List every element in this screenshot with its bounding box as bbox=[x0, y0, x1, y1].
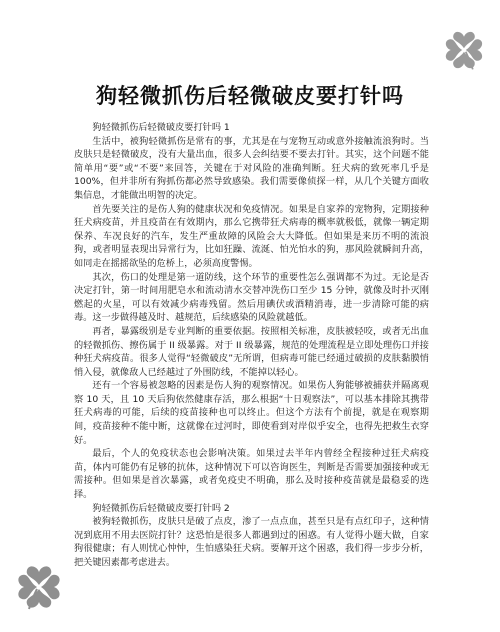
paragraph: 被狗轻微抓伤，皮肤只是破了点皮，渗了一点点血，甚至只是有点红印子，这种情况到底用不用去医院打针？这恐怕是很多人都遇到过的困惑。有人觉得小题大做，自家狗很健康；有人则忧心忡忡，生怕感染狂犬病。要解开这个困惑，我们得一步步分析，把关键因素都考虑进去。 bbox=[74, 516, 429, 568]
section-heading: 狗轻微抓伤后轻微破皮要打针吗 2 bbox=[92, 502, 230, 514]
paragraph: 再者，暴露级别是专业判断的重要依据。按照相关标准，皮肤被轻咬，或者无出血的轻微抓伤、擦伤属于 II 级暴露。对于 II 级暴露，规范的处理流程是立即处理伤口并接种狂犬病疫苗。很多人觉得“轻微破皮”无所谓，但病毒可能已经通过破损的皮肤黏膜悄悄入侵，就像敌人已经越过了外围防线，不能掉以轻心。 bbox=[74, 325, 429, 378]
clover-icon bbox=[14, 562, 64, 612]
paragraph: 生活中，被狗轻微抓伤是常有的事，尤其是在与宠物互动或意外接触流浪狗时。当皮肤只是轻微破皮，没有大量出血，很多人会纠结要不要去打针。其实，这个问题不能简单用“要”或“不要”来回答，关键在于对风险的准确判断。狂犬病的致死率几乎是 100%，但并非所有狗抓伤都必然导致感染。我们需要像侦探一样，从几个关键方面收集信息，才能做出明智的决定。 bbox=[74, 135, 429, 201]
section-heading: 狗轻微抓伤后轻微破皮要打针吗 1 bbox=[92, 122, 230, 133]
paragraph: 首先要关注的是伤人狗的健康状况和免疫情况。如果是自家养的宠物狗，定期接种狂犬病疫苗，并且疫苗在有效期内，那么它携带狂犬病毒的概率就极低，就像一辆定期保养、车况良好的汽车，发生严重故障的风险会大大降低。但如果是来历不明的流浪狗，或者明显表现出异常行为，比如狂躁、流涎、怕光怕水的狗，那风险就瞬间升高，如同走在摇摇欲坠的危桥上，必须高度警惕。 bbox=[74, 203, 429, 269]
paragraph: 其次，伤口的处理是第一道防线，这个环节的重要性怎么强调都不为过。无论是否决定打针，第一时间用肥皂水和流动清水交替冲洗伤口至少 15 分钟，就像及时扑灭刚燃起的火星，可以有效减少病毒残留。然后用碘伏或酒精消毒，进一步清除可能的病毒。这一步做得越及时、越规范，后续感染的风险就越低。 bbox=[74, 271, 429, 324]
article-body bbox=[74, 121, 429, 570]
page-title: 狗轻微抓伤后轻微破皮要打针吗 bbox=[96, 84, 404, 108]
paragraph: 还有一个容易被忽略的因素是伤人狗的观察情况。如果伤人狗能够被捕获并隔离观察 10 天，且 10 天后狗依然健康存活，那么根据“十日观察法”，可以基本排除其携带狂犬病毒的可能，后续的疫苗接种也可以终止。但这个方法有个前提，就是在观察期间，疫苗接种不能中断，这就像在过河时，即使看到对岸似乎安全，也得先把救生衣穿好。 bbox=[74, 380, 429, 446]
clover-icon bbox=[442, 28, 486, 72]
paragraph: 最后，个人的免疫状态也会影响决策。如果过去半年内曾经全程接种过狂犬病疫苗，体内可能仍有足够的抗体，这种情况下可以咨询医生，判断是否需要加强接种或无需接种。但如果是首次暴露，或者免疫史不明确，那么及时接种疫苗就是最稳妥的选择。 bbox=[74, 448, 429, 501]
